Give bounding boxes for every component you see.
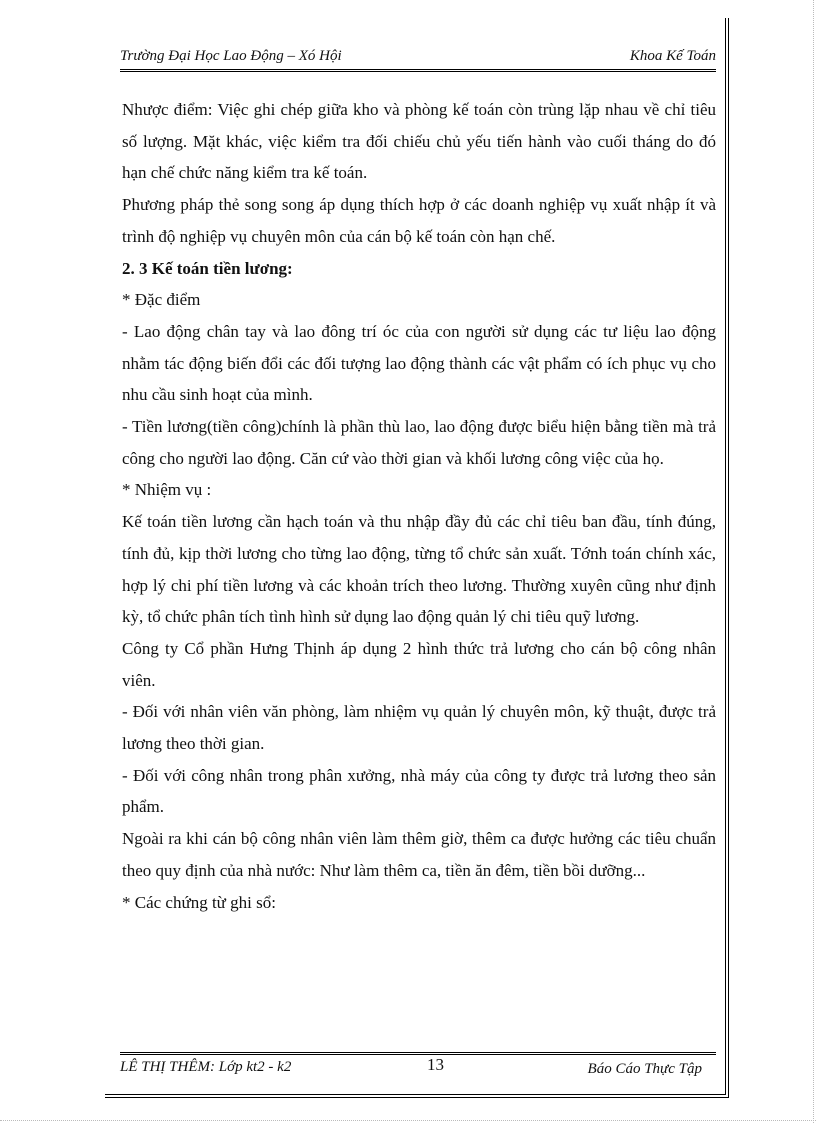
paragraph-labor: - Lao động chân tay và lao đông trí óc của con người sử dụng các tư liệu lao động nhằm tác động biến đổi các đối tượng lao động thành các vật phẩm có ích phục vụ cho nhu cầu sinh hoạt của mình. bbox=[122, 321, 716, 405]
page-header bbox=[120, 48, 716, 72]
paragraph-parallel-card-method: Phương pháp thẻ song song áp dụng thích hợp ở các doanh nghiệp vụ xuất nhập ít và trình độ nghiệp vụ chuyên môn của cán bộ kế toán còn hạn chế. bbox=[122, 195, 716, 246]
paragraph-office-staff: - Đối với nhân viên văn phòng, làm nhiệm vụ quản lý chuyên môn, kỹ thuật, được trả lương theo thời gian. bbox=[122, 702, 716, 754]
page-footer bbox=[120, 1052, 716, 1084]
document-body bbox=[122, 94, 716, 918]
section-heading-salary-accounting: 2. 3 Kế toán tiền lương: bbox=[122, 258, 293, 278]
page-edge-dotted-right bbox=[813, 0, 814, 1123]
paragraph-workers: - Đối với công nhân trong phân xưởng, nhà máy của công ty được trả lương theo sản phẩm. bbox=[122, 765, 716, 817]
subheading-tasks: * Nhiệm vụ : bbox=[122, 480, 212, 500]
subheading-characteristics: * Đặc điểm bbox=[122, 290, 201, 310]
paragraph-company-salary-forms: Công ty Cổ phần Hưng Thịnh áp dụng 2 hình thức trả lương cho cán bộ công nhân viên. bbox=[122, 638, 716, 690]
page-edge-dotted-bottom bbox=[0, 1120, 816, 1121]
footer-author: LÊ THỊ THÊM: Lớp kt2 - k2 bbox=[120, 1059, 292, 1075]
paragraph-salary-accounting-tasks: Kế toán tiền lương cần hạch toán và thu nhập đầy đủ các chỉ tiêu ban đầu, tính đúng, tính đủ, kịp thời lương cho từng lao động, từng tổ chức sản xuất. Tớnh toán chính xác, hợp lý chi phí tiền lương và các khoản trích theo lương. Thường xuyên cũng như định kỳ, tổ chức phân tích tình hình sử dụng lao động quản lý chi tiêu quỹ lương. bbox=[122, 512, 716, 627]
paragraph-wages: - Tiền lương(tiền công)chính là phần thù lao, lao động được biểu hiện bằng tiền mà trả công cho người lao động. Căn cứ vào thời gian và khối lương công việc của họ. bbox=[122, 417, 716, 468]
page-number: 13 bbox=[427, 1055, 444, 1074]
header-school-name: Trường Đại Học Lao Động – Xó Hội bbox=[120, 48, 342, 64]
footer-report-title: Báo Cáo Thực Tập bbox=[587, 1061, 702, 1077]
subheading-vouchers: * Các chứng từ ghi sổ: bbox=[122, 892, 276, 912]
header-faculty-name: Khoa Kế Toán bbox=[629, 48, 716, 64]
paragraph-overtime: Ngoài ra khi cán bộ công nhân viên làm thêm giờ, thêm ca được hưởng các tiêu chuẩn theo quy định của nhà nước: Như làm thêm ca, tiền ăn đêm, tiền bồi dưỡng... bbox=[122, 829, 716, 880]
paragraph-disadvantage: Nhược điểm: Việc ghi chép giữa kho và phòng kế toán còn trùng lặp nhau về chỉ tiêu số lượng. Mặt khác, việc kiểm tra đối chiếu chủ yếu tiến hành vào cuối tháng do đó hạn chế chức năng kiểm tra kế toán. bbox=[122, 100, 716, 183]
